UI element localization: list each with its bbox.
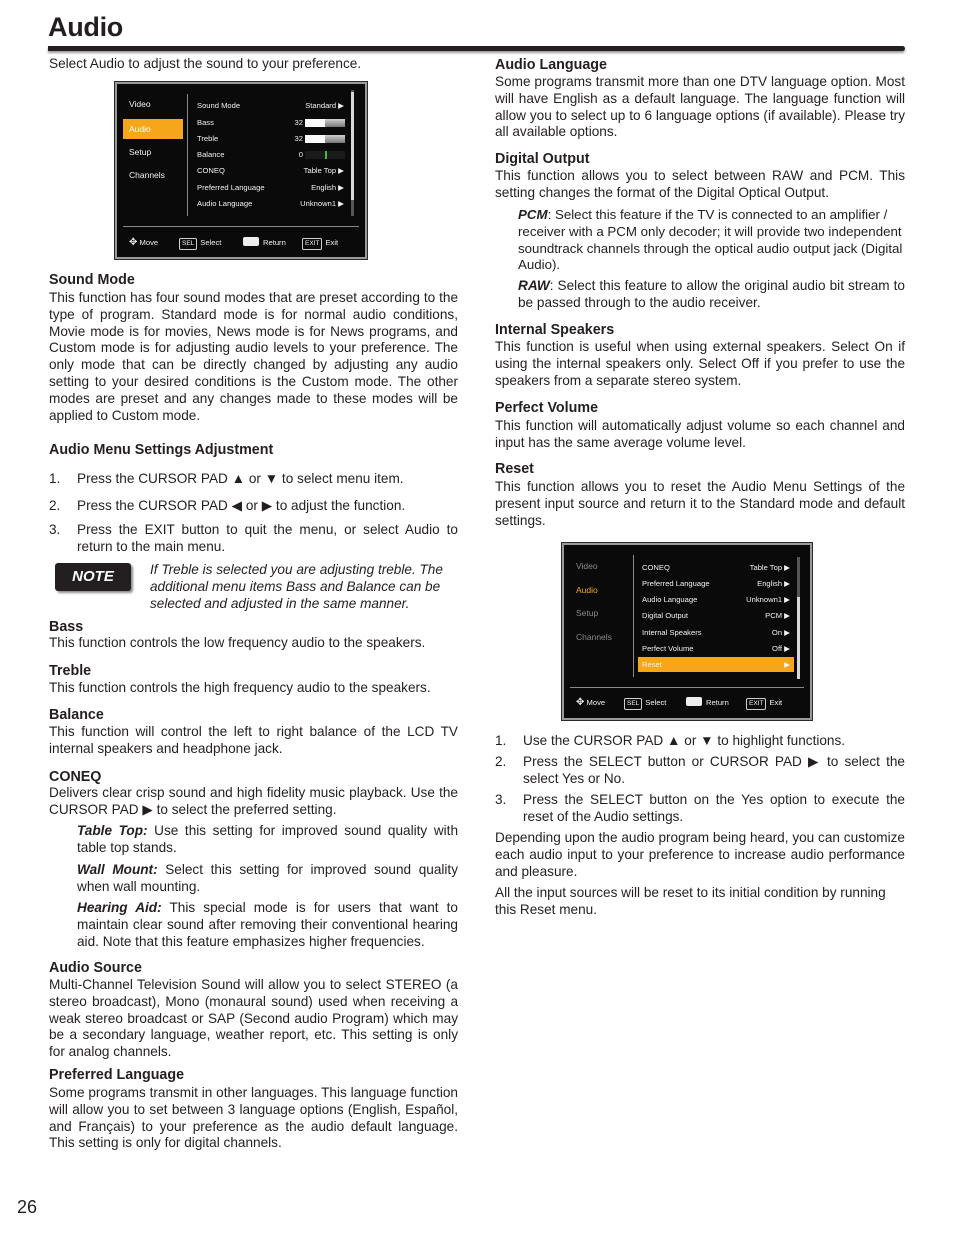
bass-heading: Bass [49,619,84,635]
bass-slider [305,119,345,127]
audio-source-heading: Audio Source [49,960,142,976]
menu-row: Bass 32 [197,118,303,127]
coneq-option-hearing-aid: Hearing Aid: This special mode is for users that want to maintain clear sound after removing their conventional hearing aid. Note that this feature emphasizes higher frequencies. [77,900,458,949]
page-title: Audio [48,12,123,42]
digital-output-option-raw: RAW: Select this feature to allow the original audio bit stream to be passed through to the audio receiver. [518,278,905,310]
bass-text: This function controls the low frequency audio to the speakers. [49,635,426,650]
internal-speakers-heading: Internal Speakers [495,322,615,338]
treble-text: This function controls the high frequency audio to the speakers. [49,680,431,695]
footer-select: SEL Select [624,696,666,710]
footer-return: Return [686,696,729,710]
adjustment-step: 3. Press the EXIT button to quit the menu, or select Audio to return to the main menu. [49,522,458,554]
coneq-option-wall-mount: Wall Mount: Select this setting for improved sound quality when wall mounting. [77,862,459,894]
footer-exit: EXIT Exit [302,236,338,250]
footer-select: SEL Select [179,236,221,250]
sound-mode-text: This function has four sound modes that are preset according to the type of program. Standard mode is for normal audio conditions, Movie mode is for movies, News mode is for News programs, and Custom mode is for adjusting audio levels to your preference. The only mode that can be directly changed by adjusting any audio setting to your desired conditions is the Custom mode. The other modes are preset and any changes made to these modes will be applied to Custom mode. [49,290,458,423]
menu-scrollbar [797,557,800,679]
audio-source-text: Multi-Channel Television Sound will allow you to select STEREO (a stereo broadcast), Mono (monaural sound) used when receiving a weak stereo broadcast or SAP (Second audio Program) which may be a secondary language, weather report, etc. This setting is only for analog channels. [49,977,458,1060]
adjustment-heading: Audio Menu Settings Adjustment [49,442,274,458]
audio-language-heading: Audio Language [495,57,607,73]
menu-row: Internal Speakers On ▶ [642,628,790,637]
perfect-volume-text: This function will automatically adjust volume so each channel and input has the same average volume level. [495,418,905,450]
menu-row: CONEQ Table Top ▶ [642,563,790,572]
menu-divider [633,555,634,677]
footer-return: Return [243,236,286,250]
preferred-language-heading: Preferred Language [49,1067,185,1083]
digital-output-option-pcm: PCM: Select this feature if the TV is connected to an amplifier / receiver with a PCM only decoder; it will provide two independent soundtrack channels through the optical audio output jack (Digital Audio). [518,207,903,273]
menu-divider [187,94,188,216]
menu-side-video: Video [576,561,598,571]
menu-side-channels: Channels [129,170,165,180]
menu-side-audio: Audio [123,119,183,139]
footer-exit: EXIT Exit [746,696,782,710]
footer-move: ✥ Move [129,237,159,248]
reset-heading: Reset [495,461,534,477]
internal-speakers-text: This function is useful when using external speakers. Select On if using the internal speakers only. Select Off if you prefer to use the speakers from a separate stereo system. [495,339,905,388]
balance-heading: Balance [49,707,104,723]
menu-scrollbar [351,90,354,216]
menu-side-channels: Channels [576,632,612,642]
treble-slider [305,135,345,143]
intro-text: Select Audio to adjust the sound to your preference. [49,56,362,71]
coneq-option-table-top: Table Top: Use this setting for improved sound quality with table top stands. [77,823,459,855]
audio-language-text: Some programs transmit more than one DTV language option. Most will have English as a default language. The language function will allow you to select up to 6 language options (if available). Please try all available options. [495,74,905,140]
menu-row: Audio Language Unknown1 ▶ [642,595,790,604]
menu-footer-rule [123,226,359,227]
menu-row: CONEQ Table Top ▶ [197,166,344,175]
perfect-volume-heading: Perfect Volume [495,400,599,416]
menu-row: Preferred Language English ▶ [197,183,344,192]
menu-row-reset-selected: Reset ▶ [638,657,794,672]
menu-side-setup: Setup [576,608,599,618]
note-badge: NOTE [55,563,131,591]
balance-text: This function will control the left to right balance of the LCD TV internal speakers and headphone jack. [49,724,458,756]
menu-row: Preferred Language English ▶ [642,579,790,588]
page-number: 26 [17,1197,38,1217]
menu-side-video: Video [129,99,151,109]
closing-paragraph: All the input sources will be reset to its initial condition by running this Reset menu. [495,885,886,917]
menu-row: Audio Language Unknown1 ▶ [197,199,344,208]
coneq-heading: CONEQ [49,769,102,785]
sound-mode-heading: Sound Mode [49,272,135,288]
menu-row: Sound Mode Standard ▶ [197,101,344,110]
title-rule [48,46,905,51]
treble-heading: Treble [49,663,92,679]
menu-footer-rule [570,687,804,688]
menu-side-audio: Audio [576,585,598,595]
footer-move: ✥ Move [576,697,606,708]
note-text: If Treble is selected you are adjusting treble. The additional menu items Bass and Balance can be selected and adjusted in the same manner. [150,562,443,611]
digital-output-text: This function allows you to select between RAW and PCM. This setting changes the format of the Digital Optical Output. [495,168,905,200]
menu-row: Perfect Volume Off ▶ [642,644,790,653]
menu-side-setup: Setup [129,147,152,157]
menu-row: Digital Output PCM ▶ [642,611,790,620]
menu-row: Balance 0 [197,150,303,159]
reset-menu-screenshot [562,543,812,720]
menu-row: Treble 32 [197,134,303,143]
balance-slider [305,151,345,159]
coneq-text: Delivers clear crisp sound and high fidelity music playback. Use the CURSOR PAD ▶ to select the preferred setting. [49,785,458,817]
audio-menu-screenshot [115,82,367,259]
preferred-language-text: Some programs transmit in other languages. This language function will allow you to set between 3 language options (English, Español, and Français) to your preference as the audio default language. This setting is only for digital channels. [49,1085,458,1151]
closing-paragraph: Depending upon the audio program being heard, you can customize each audio input to your preference to increase audio performance and pleasure. [495,830,905,879]
reset-text: This function allows you to reset the Audio Menu Settings of the present input source and return it to the Standard mode and default settings. [495,479,905,528]
digital-output-heading: Digital Output [495,151,590,167]
